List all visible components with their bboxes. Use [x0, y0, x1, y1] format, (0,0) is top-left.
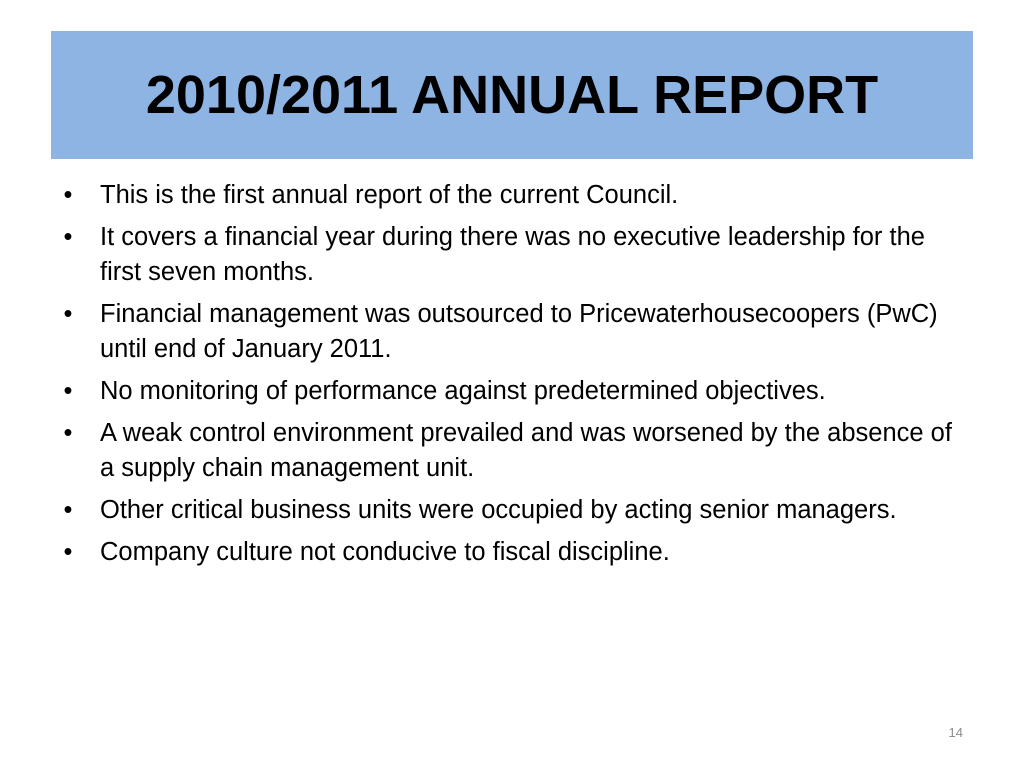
bullet-marker: • [63, 419, 73, 447]
bullet-item [58, 493, 968, 528]
bullet-marker: • [63, 223, 73, 251]
bullet-marker: • [63, 300, 73, 328]
bullet-text: No monitoring of performance against predetermined objectives. [100, 377, 826, 405]
bullet-item [58, 535, 968, 570]
bullet-marker: • [63, 496, 73, 524]
bullet-text: It covers a financial year during there was no executive leadership for the first seven months. [100, 223, 925, 286]
bullet-marker: • [63, 538, 73, 566]
page-number: 14 [948, 725, 963, 740]
title-band [51, 31, 973, 159]
bullet-text: This is the first annual report of the current Council. [100, 181, 679, 209]
bullet-marker: • [63, 181, 73, 209]
bullet-list [58, 178, 968, 577]
bullet-item [58, 416, 968, 486]
bullet-text: Other critical business units were occupied by acting senior managers. [100, 496, 897, 524]
slide-title: 2010/2011 ANNUAL REPORT [145, 65, 879, 125]
bullet-text: Company culture not conducive to fiscal discipline. [100, 538, 670, 566]
bullet-item [58, 178, 968, 213]
bullet-item [58, 297, 968, 367]
bullet-item [58, 374, 968, 409]
bullet-text: Financial management was outsourced to Pricewaterhousecoopers (PwC) until end of January 2011. [100, 300, 938, 363]
bullet-item [58, 220, 968, 290]
bullet-marker: • [63, 377, 73, 405]
bullet-text: A weak control environment prevailed and was worsened by the absence of a supply chain management unit. [100, 419, 952, 482]
